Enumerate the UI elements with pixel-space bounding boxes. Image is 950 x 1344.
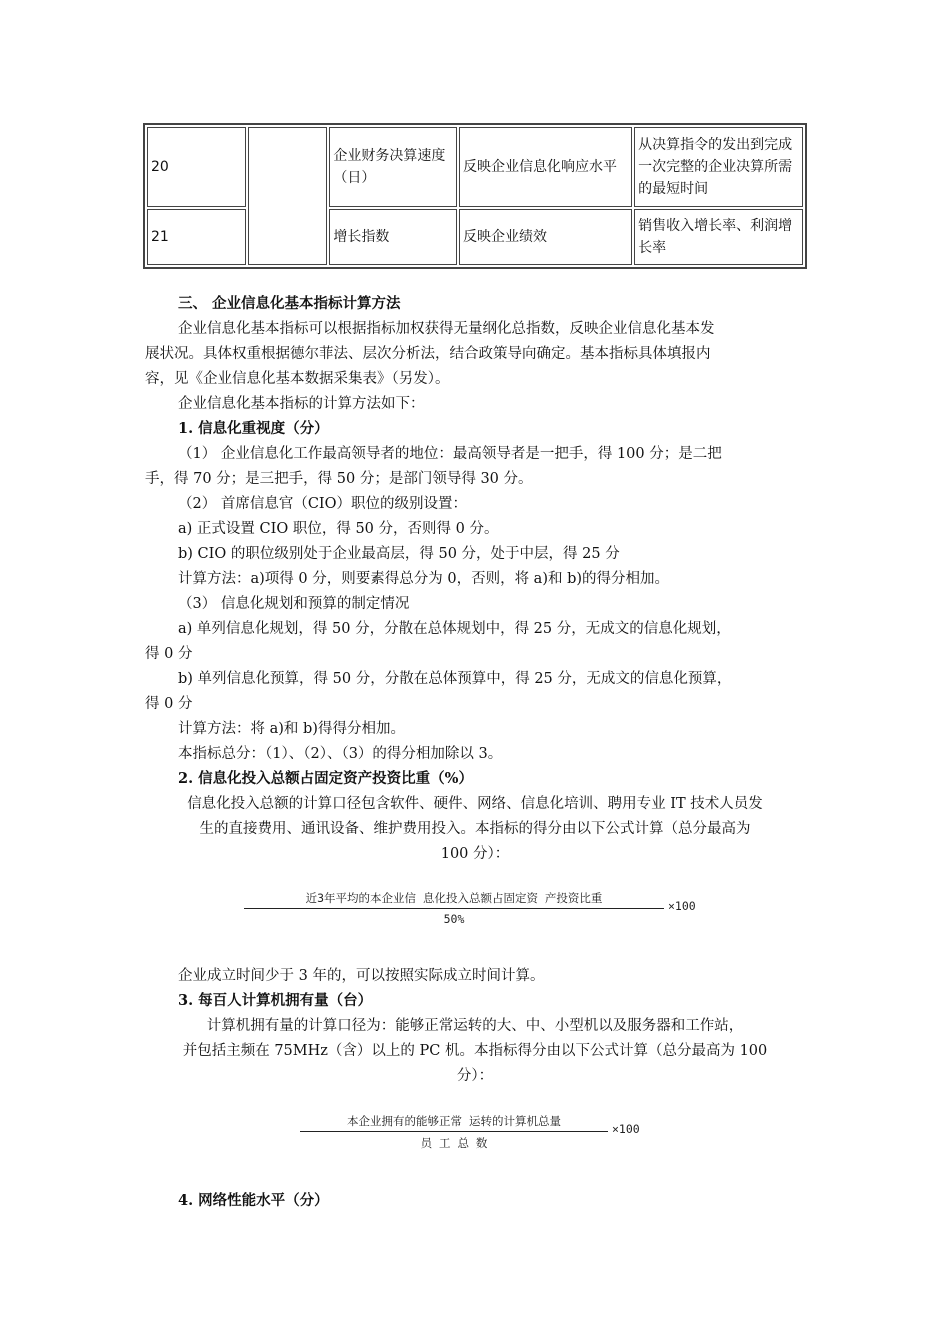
paragraph-line: 分）： [456, 1068, 494, 1084]
paragraph-line: 信息化投入总额的计算口径包含软件、硬件、网络、信息化培训、聘用专业 IT 技术人员发 [187, 796, 763, 812]
paragraph-line: （3） 信息化规划和预算的制定情况 [178, 596, 410, 612]
row-number: 20 [147, 127, 246, 207]
paragraph-line: 并包括主频在 75MHz（含）以上的 PC 机。本指标得分由以下公式计算（总分最高为 100 [182, 1043, 768, 1059]
table-row [147, 209, 803, 265]
indicator-meaning: 反映企业绩效 [459, 209, 632, 265]
paragraph-line: a) 正式设置 CIO 职位，得 50 分，否则得 0 分。 [178, 521, 499, 537]
indicator-name: 增长指数 [329, 209, 457, 265]
indicator-table [143, 123, 807, 269]
paragraph-line: 手，得 70 分；是三把手，得 50 分；是部门领导得 30 分。 [145, 471, 533, 487]
category-cell [248, 127, 328, 265]
indicator-meaning: 反映企业信息化响应水平 [459, 127, 632, 207]
paragraph-line: 100 分）： [440, 846, 510, 862]
paragraph-line: （1） 企业信息化工作最高领导者的地位：最高领导者是一把手，得 100 分；是二把 [178, 446, 722, 462]
paragraph-line: （2） 首席信息官（CIO）职位的级别设置： [178, 496, 468, 512]
paragraph-line: 本指标总分：（1）、（2）、（3）的得分相加除以 3。 [178, 746, 503, 762]
paragraph-line: 容，见《企业信息化基本数据采集表》（另发）。 [145, 371, 450, 387]
formula-computers-per-hundred [300, 1113, 660, 1153]
item-heading: 4. 网络性能水平（分） [178, 1192, 329, 1209]
section-heading: 三、 企业信息化基本指标计算方法 [178, 295, 401, 312]
formula-multiplier: ×100 [668, 899, 696, 913]
formula-investment-ratio [244, 890, 714, 930]
table-row [147, 127, 803, 207]
paragraph-line: b) CIO 的职位级别处于企业最高层，得 50 分，处于中层，得 25 分 [178, 546, 620, 562]
paragraph-line: 企业信息化基本指标的计算方法如下： [178, 396, 425, 412]
formula-denominator: 50% [443, 912, 465, 926]
indicator-description: 销售收入增长率、利润增长率 [634, 209, 803, 265]
paragraph-line: 得 0 分 [145, 696, 193, 712]
paragraph-line: 企业成立时间少于 3 年的，可以按照实际成立时间计算。 [178, 968, 545, 984]
formula-multiplier: ×100 [612, 1122, 640, 1136]
paragraph-line: 计算方法：a)项得 0 分，则要素得总分为 0，否则，将 a)和 b)的得分相加。 [178, 571, 670, 587]
row-number: 21 [147, 209, 246, 265]
indicator-name: 企业财务决算速度（日） [329, 127, 457, 207]
paragraph-line: 生的直接费用、通讯设备、维护费用投入。本指标的得分由以下公式计算（总分最高为 [199, 821, 751, 837]
paragraph-line: 得 0 分 [145, 646, 193, 662]
paragraph-line: 计算方法：将 a)和 b)得得分相加。 [178, 721, 405, 737]
paragraph-line: b) 单列信息化预算，得 50 分，分散在总体预算中，得 25 分，无成文的信息化预算， [178, 671, 732, 687]
item-heading: 1. 信息化重视度（分） [178, 420, 329, 437]
paragraph-line: a) 单列信息化规划，得 50 分，分散在总体规划中，得 25 分，无成文的信息化规划， [178, 621, 731, 637]
indicator-description: 从决算指令的发出到完成一次完整的企业决算所需的最短时间 [634, 127, 803, 207]
item-heading: 3. 每百人计算机拥有量（台） [178, 992, 373, 1009]
formula-numerator: 近3年平均的本企业信 息化投入总额占固定资 产投资比重 [305, 891, 603, 905]
item-heading: 2. 信息化投入总额占固定资产投资比重（%） [178, 770, 473, 787]
paragraph-line: 企业信息化基本指标可以根据指标加权获得无量纲化总指数，反映企业信息化基本发 [178, 321, 715, 337]
paragraph-line: 展状况。具体权重根据德尔菲法、层次分析法，结合政策导向确定。基本指标具体填报内 [145, 346, 711, 362]
formula-denominator: 员 工 总 数 [420, 1136, 488, 1150]
paragraph-line: 计算机拥有量的计算口径为：能够正常运转的大、中、小型机以及服务器和工作站， [206, 1018, 744, 1034]
formula-numerator: 本企业拥有的能够正常 运转的计算机总量 [347, 1114, 561, 1128]
